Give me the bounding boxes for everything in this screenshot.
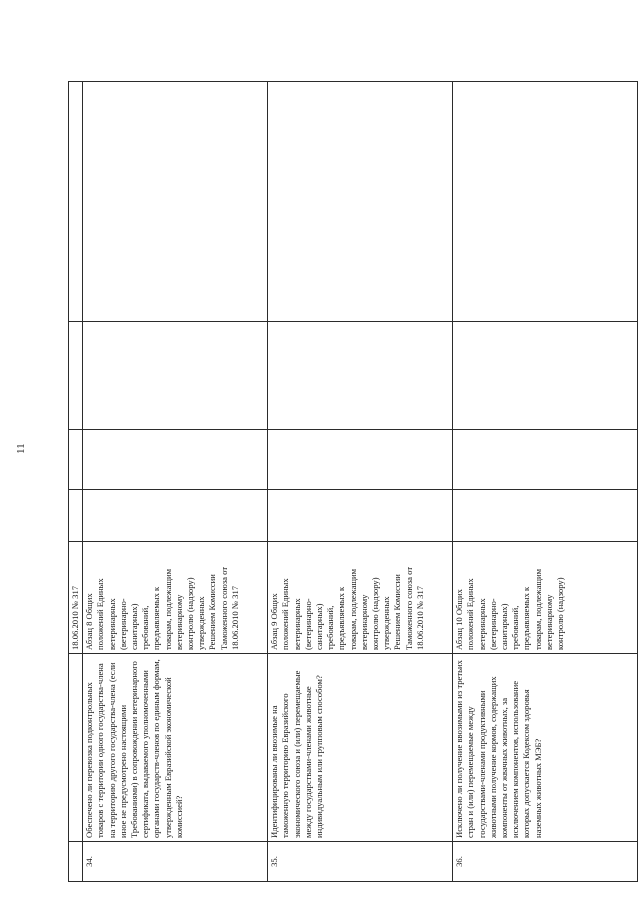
continuation-reference-cell: 18.06.2010 № 317 [69, 542, 83, 654]
row-reference: Абзац 8 Общих положений Единых ветеринарных (ветеринарно- санитарных) требований, предъявляемых к товарам, подлежащим ветеринарному контролю (надзору) утвержденных Решением Комиссии Таможенного союза от 18.06.2010 № 317 [83, 542, 268, 654]
row-question: Исключено ли получение ввозимыми из третьих стран и (или) перемещаемые между государствами-членами продуктивными животными получение кормов, содержащих компоненты от жвачных животных, за исключением компонентов, использование которых допускается Кодексом здоровья наземных животных МЭБ? [453, 654, 638, 842]
row-reference: Абзац 10 Общих положений Единых ветеринарных (ветеринарно- санитарных) требований, предъявляемых к товарам, подлежащим ветеринарному контролю (надзору) [453, 542, 638, 654]
table-row [268, 82, 453, 882]
row-number: 35. [268, 842, 453, 882]
notes-cell[interactable] [268, 82, 453, 322]
continuation-empty-cell [69, 322, 83, 430]
page-number: 11 [15, 443, 27, 454]
row-reference: Абзац 9 Общих положений Единых ветеринарных (ветеринарно- санитарных) требований, предъявляемых к товарам, подлежащим ветеринарному контролю (надзору) утвержденных Решением Комиссии Таможенного союза от 18.06.2010 № 317 [268, 542, 453, 654]
table-row-continuation [69, 82, 83, 882]
answer-cell[interactable] [268, 490, 453, 542]
row-number: 36. [453, 842, 638, 882]
answer-cell[interactable] [268, 430, 453, 490]
answer-cell[interactable] [453, 430, 638, 490]
notes-cell[interactable] [453, 82, 638, 322]
table-row [83, 82, 268, 882]
answer-cell[interactable] [83, 490, 268, 542]
requirements-table-rotated [68, 82, 626, 882]
row-number: 34. [83, 842, 268, 882]
notes-cell[interactable] [83, 82, 268, 322]
continuation-num-cell [69, 842, 83, 882]
continuation-empty-cell [69, 82, 83, 322]
row-question: Идентифицированы ли ввозимые на таможенную территорию Евразийского экономического союза и (или) перемещаемые между государствами-членами животные индивидуальным или групповым способом? [268, 654, 453, 842]
answer-cell[interactable] [453, 322, 638, 430]
continuation-empty-cell [69, 430, 83, 490]
answer-cell[interactable] [453, 490, 638, 542]
row-question: Обеспечено ли перевозка подконтрольных товаров с территории одного государства-члена на территорию другого государства-члена (если иное не предусмотрено настоящими Требованиями) в сопровождении ветеринарного сертификата, выдаваемого уполномоченными органами государств-членов по единым формам, утвержденным Евразийской экономической комиссией? [83, 654, 268, 842]
requirements-table [68, 81, 638, 882]
continuation-question-cell [69, 654, 83, 842]
answer-cell[interactable] [83, 322, 268, 430]
table-row [453, 82, 638, 882]
continuation-empty-cell [69, 490, 83, 542]
answer-cell[interactable] [83, 430, 268, 490]
answer-cell[interactable] [268, 322, 453, 430]
